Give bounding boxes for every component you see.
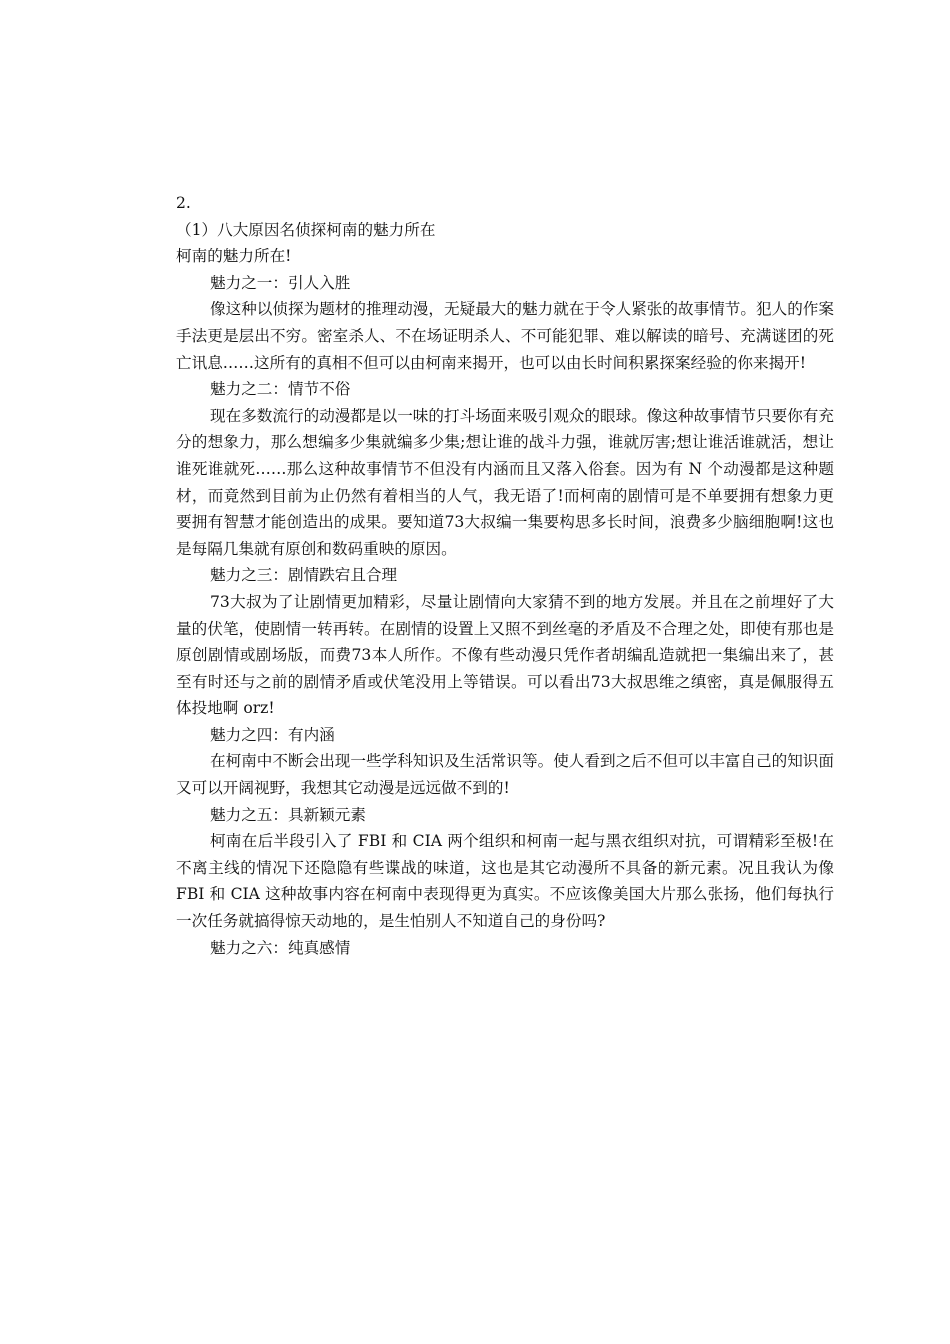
section-body-5: 柯南在后半段引入了 FBI 和 CIA 两个组织和柯南一起与黑衣组织对抗，可谓精彩至极!在不离主线的情况下还隐隐有些谍战的味道，这也是其它动漫所不具备的新元素。况且我认为像 FBI 和 CIA 这种故事内容在柯南中表现得更为真实。不应该像美国大片那么张扬，他们每执行一次任务就搞得惊天动地的，是生怕别人不知道自己的身份吗? [176,832,834,931]
section-heading-2: 魅力之二：情节不俗 [210,380,351,399]
section-body-2: 现在多数流行的动漫都是以一味的打斗场面来吸引观众的眼球。像这种故事情节只要你有充分的想象力，那么想编多少集就编多少集;想让谁的战斗力强，谁就厉害;想让谁活谁就活，想让谁死谁就死……那么这种故事情节不但没有内涵而且又落入俗套。因为有 N 个动漫都是这种题材，而竟然到目前为止仍然有着相当的人气，我无语了!而柯南的剧情可是不单要拥有想象力更要拥有智慧才能创造出的成果。要知道73大叔编一集要构思多长时间，浪费多少脑细胞啊!这也是每隔几集就有原创和数码重映的原因。 [176,406,834,558]
subtitle: 柯南的魅力所在! [176,247,292,266]
document-page [176,190,834,961]
section-number: 2. [176,194,191,212]
section-heading-6: 魅力之六：纯真感情 [210,938,351,957]
section-body-3: 73大叔为了让剧情更加精彩，尽量让剧情向大家猜不到的地方发展。并且在之前埋好了大量的伏笔，使剧情一转再转。在剧情的设置上又照不到丝毫的矛盾及不合理之处，即使有那也是原创剧情或剧场版，而费73本人所作。不像有些动漫只凭作者胡编乱造就把一集编出来了，甚至有时还与之前的剧情矛盾或伏笔没用上等错误。可以看出73大叔思维之缜密，真是佩服得五体投地啊 orz! [176,592,834,718]
section-heading-1: 魅力之一：引人入胜 [210,273,351,292]
section-heading-4: 魅力之四：有内涵 [210,725,335,744]
chapter-title: （1）八大原因名侦探柯南的魅力所在 [176,220,436,239]
section-body-4: 在柯南中不断会出现一些学科知识及生活常识等。使人看到之后不但可以丰富自己的知识面又可以开阔视野，我想其它动漫是远远做不到的! [176,752,834,798]
section-heading-5: 魅力之五：具新颖元素 [210,805,366,824]
section-body-1: 像这种以侦探为题材的推理动漫，无疑最大的魅力就在于令人紧张的故事情节。犯人的作案手法更是层出不穷。密室杀人、不在场证明杀人、不可能犯罪、难以解读的暗号、充满谜团的死亡讯息……这所有的真相不但可以由柯南来揭开，也可以由长时间积累探案经验的你来揭开! [176,300,834,372]
section-heading-3: 魅力之三：剧情跌宕且合理 [210,566,398,585]
